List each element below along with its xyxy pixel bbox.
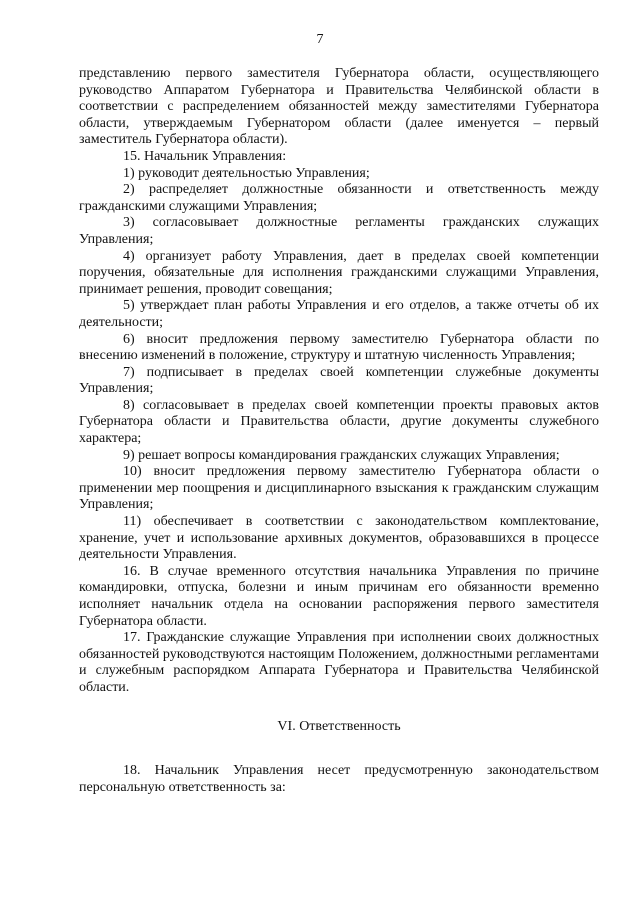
paragraph-item-15: 15. Начальник Управления: (123, 148, 287, 164)
paragraph-subitem-6: 6) вносит предложения первому заместителю Губернатора области по внесению изменений в положение, структуру и штатную численность Управления; (79, 331, 599, 364)
section-heading: VI. Ответственность (277, 718, 401, 734)
paragraph-item-17: 17. Гражданские служащие Управления при исполнении своих должностных обязанностей руководствуются настоящим Положением, должностными регламентами и служебным распорядком Аппарата Губернатора и Правительства Челябинской области. (79, 630, 599, 695)
page-number: 7 (316, 32, 324, 47)
paragraph-subitem-7: 7) подписывает в пределах своей компетенции служебные документы Управления; (79, 364, 599, 397)
paragraph-item-18: 18. Начальник Управления несет предусмотренную законодательством персональную ответственность за: (79, 763, 599, 795)
paragraph-subitem-1: 1) руководит деятельностью Управления; (123, 165, 370, 181)
paragraph-subitem-3: 3) согласовывает должностные регламенты гражданских служащих Управления; (79, 215, 599, 247)
paragraph-continuation: представлению первого заместителя Губернатора области, осуществляющего руководство Аппаратом Губернатора и Правительства Челябинской области в соответствии с распределением обязанностей между заместителями Губернатора области, утверждаемым Губернатором области (далее именуется – первый заместитель Губернатора области). (79, 66, 599, 148)
paragraph-subitem-4: 4) организует работу Управления, дает в пределах своей компетенции поручения, обязательные для исполнения гражданскими служащими Управления, принимает решения, проводит совещания; (79, 248, 599, 297)
paragraph-subitem-5: 5) утверждает план работы Управления и его отделов, а также отчеты об их деятельности; (79, 298, 599, 330)
paragraph-subitem-11: 11) обеспечивает в соответствии с законодательством комплектование, хранение, учет и использование архивных документов, образовавшихся в процессе деятельности Управления. (79, 514, 599, 563)
document-body (79, 66, 599, 796)
paragraph-subitem-2: 2) распределяет должностные обязанности и ответственность между гражданскими служащими Управления; (79, 182, 599, 214)
paragraph-subitem-9: 9) решает вопросы командирования гражданских служащих Управления; (123, 447, 560, 463)
paragraph-subitem-10: 10) вносит предложения первому заместителю Губернатора области о применении мер поощрения и дисциплинарного взыскания к гражданским служащим Управления; (79, 464, 599, 513)
paragraph-subitem-8: 8) согласовывает в пределах своей компетенции проекты правовых актов Губернатора области и Правительства области, другие документы служебного характера; (79, 397, 599, 447)
paragraph-item-16: 16. В случае временного отсутствия начальника Управления по причине командировки, отпуска, болезни и иным причинам его обязанности временно исполняет начальник отдела на основании распоряжения первого заместителя Губернатора области. (79, 563, 599, 629)
